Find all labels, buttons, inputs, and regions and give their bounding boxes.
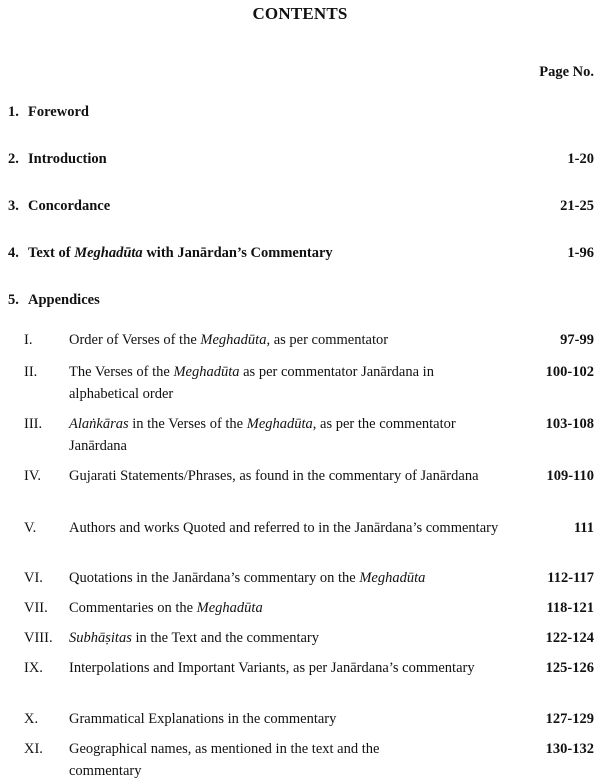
- title-segment: Commentaries on the: [69, 600, 197, 616]
- appendix-number: VIII.: [24, 630, 53, 646]
- appendix-pages: 130-132: [545, 741, 594, 757]
- entry-number: 5.: [8, 292, 19, 308]
- appendix-pages: 109-110: [546, 468, 594, 484]
- entry-title: [28, 292, 100, 309]
- appendix-title: [69, 465, 479, 487]
- title-segment: Foreword: [28, 104, 89, 120]
- appendix-title: [69, 627, 479, 649]
- title-segment: Order of Verses of the: [69, 332, 201, 348]
- italic-title-segment: Meghadūta: [200, 332, 267, 348]
- title-segment: , as per commentator: [266, 332, 389, 348]
- entry-title: [28, 198, 110, 215]
- title-segment: in the Text and the commentary: [131, 630, 320, 646]
- appendix-number: VI.: [24, 570, 43, 586]
- title-segment: with Janārdan’s Commentary: [142, 245, 333, 261]
- appendix-number: VII.: [24, 600, 48, 616]
- appendix-title: [69, 657, 489, 679]
- appendix-number: XI.: [24, 741, 43, 757]
- appendix-title: [69, 517, 499, 539]
- appendix-title: [69, 708, 479, 730]
- title-segment: Gujarati Statements/Phrases, as found in the commentary of Janārdana: [69, 468, 479, 484]
- appendix-pages: 127-129: [545, 711, 594, 727]
- appendix-title: [69, 567, 509, 589]
- italic-title-segment: Alaṅkāras: [69, 416, 129, 432]
- italic-title-segment: Subhāṣitas: [69, 630, 132, 646]
- title-segment: as per commentator Janārdana in alphabetical order: [69, 364, 434, 402]
- appendix-pages: 97-99: [560, 332, 594, 348]
- appendix-number: X.: [24, 711, 39, 727]
- page-number-header: Page No.: [539, 64, 594, 80]
- appendix-number: III.: [24, 416, 43, 432]
- appendix-title: [69, 738, 449, 782]
- appendix-title: [69, 329, 479, 351]
- title-segment: , as per the commentator Janārdana: [69, 416, 456, 454]
- title-segment: Authors and works Quoted and referred to in the Janārdana’s commentary: [69, 520, 499, 536]
- title-segment: Interpolations and Important Variants, as per Janārdana’s commentary: [69, 660, 475, 676]
- entry-title: [28, 104, 89, 121]
- appendix-title: [69, 413, 469, 457]
- entry-number: 1.: [8, 104, 19, 120]
- title-segment: in the Verses of the: [128, 416, 247, 432]
- italic-title-segment: Meghadūta: [173, 364, 240, 380]
- title-segment: Geographical names, as mentioned in the text and the commentary: [69, 741, 380, 779]
- entry-number: 4.: [8, 245, 19, 261]
- entry-title: [28, 245, 333, 262]
- entry-pages: 1-20: [567, 151, 594, 167]
- appendix-pages: 111: [573, 520, 594, 536]
- title-segment: Appendices: [28, 292, 100, 308]
- entry-pages: 21-25: [560, 198, 594, 214]
- appendix-pages: 103-108: [545, 416, 594, 432]
- italic-title-segment: Meghadūta: [246, 416, 313, 432]
- page-title: CONTENTS: [252, 4, 348, 23]
- appendix-number: I.: [24, 332, 33, 348]
- appendix-number: IV.: [24, 468, 42, 484]
- appendix-title: [69, 597, 479, 619]
- title-segment: Text of: [28, 245, 75, 261]
- italic-title-segment: Meghadūta: [196, 600, 263, 616]
- appendix-number: IX.: [24, 660, 43, 676]
- entry-number: 2.: [8, 151, 19, 167]
- appendix-title: [69, 361, 469, 405]
- appendix-pages: 112-117: [547, 570, 594, 586]
- italic-title-segment: Meghadūta: [74, 245, 143, 261]
- title-segment: Concordance: [28, 198, 111, 214]
- italic-title-segment: Meghadūta: [359, 570, 426, 586]
- title-segment: Quotations in the Janārdana’s commentary on the: [69, 570, 360, 586]
- appendix-pages: 118-121: [546, 600, 594, 616]
- appendix-number: V.: [24, 520, 37, 536]
- entry-pages: 1-96: [567, 245, 594, 261]
- appendix-pages: 125-126: [545, 660, 594, 676]
- entry-title: [28, 151, 107, 168]
- title-segment: The Verses of the: [69, 364, 174, 380]
- appendix-pages: 122-124: [545, 630, 594, 646]
- title-segment: Introduction: [28, 151, 107, 167]
- appendix-number: II.: [24, 364, 38, 380]
- entry-number: 3.: [8, 198, 19, 214]
- title-segment: Grammatical Explanations in the commentary: [69, 711, 337, 727]
- appendix-pages: 100-102: [545, 364, 594, 380]
